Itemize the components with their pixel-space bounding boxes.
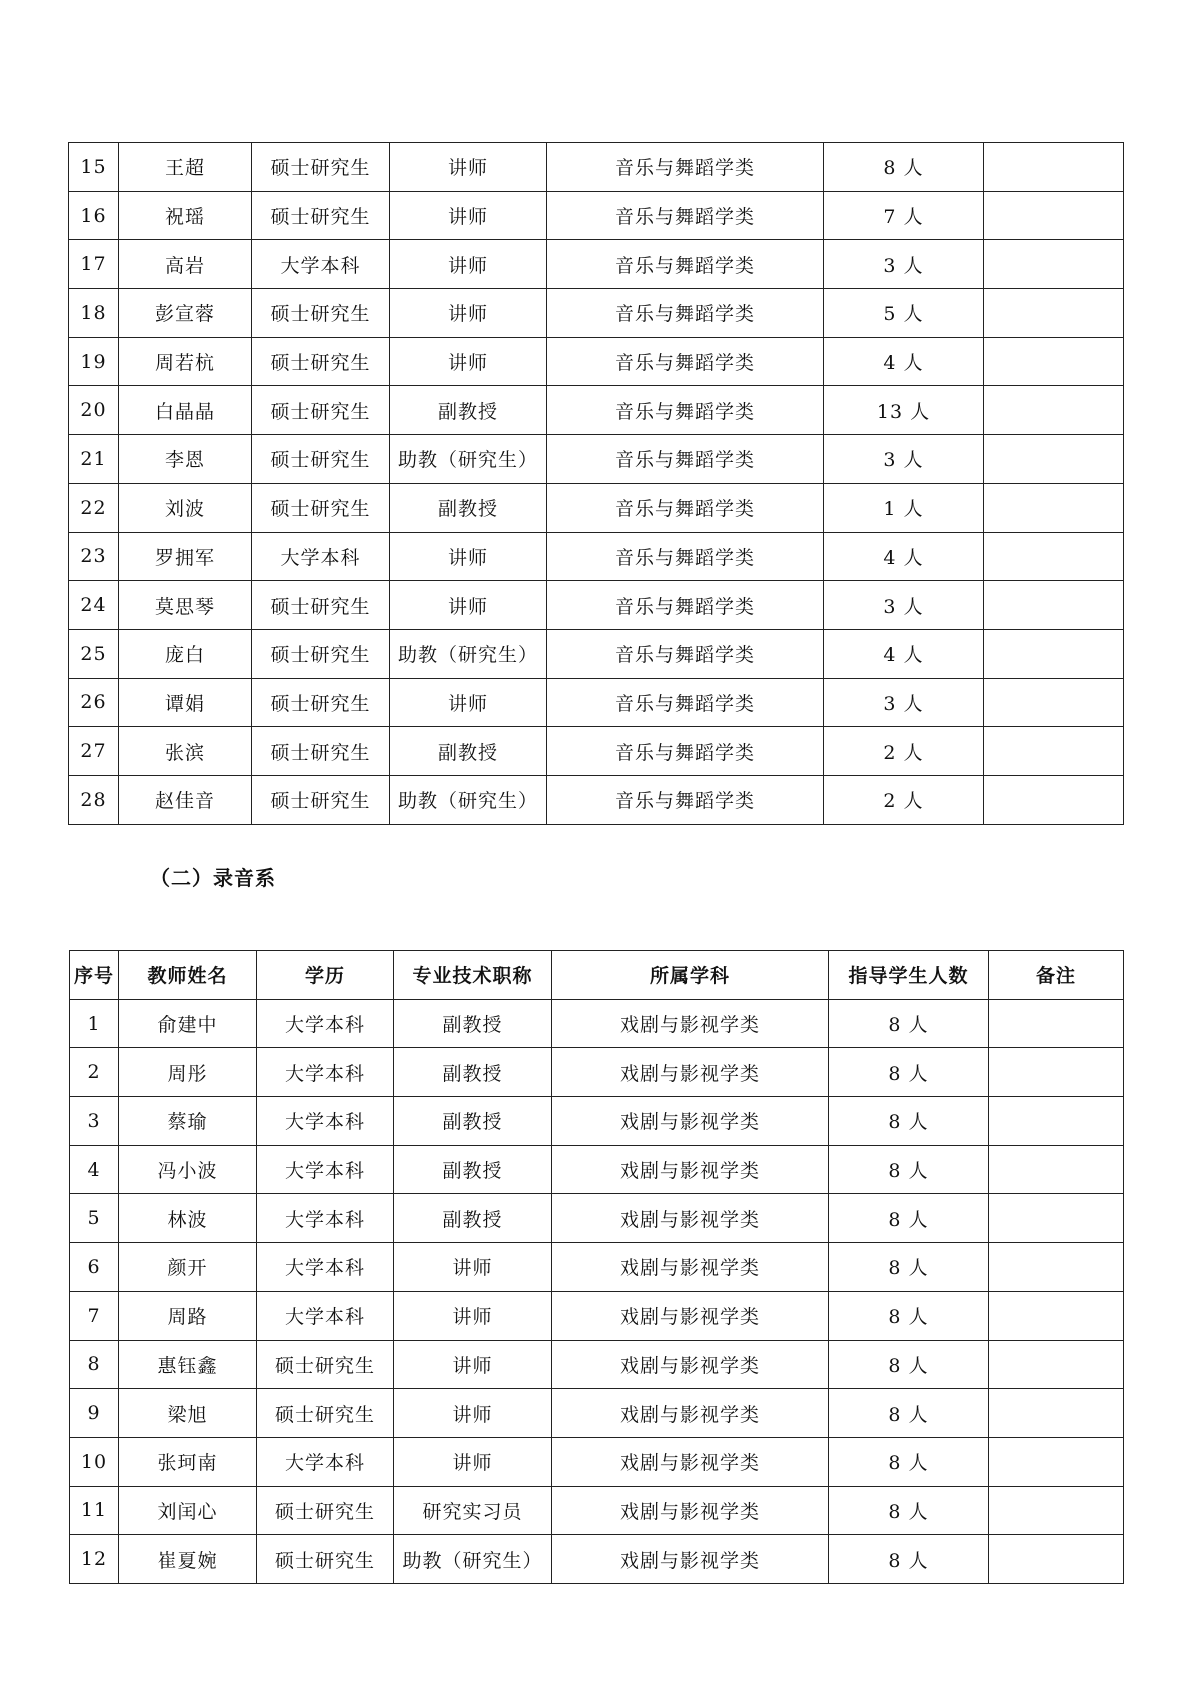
cell-title: 副教授 xyxy=(394,1097,552,1146)
table-row xyxy=(69,289,1124,338)
cell-student-count: 8 人 xyxy=(829,1097,989,1146)
cell-education: 硕士研究生 xyxy=(257,1340,394,1389)
table-row xyxy=(69,240,1124,289)
table-row xyxy=(70,1437,1124,1486)
cell-index: 2 xyxy=(70,1048,119,1097)
cell-education: 硕士研究生 xyxy=(252,581,390,630)
header-discipline: 所属学科 xyxy=(552,951,829,1000)
cell-teacher-name: 罗拥军 xyxy=(119,532,252,581)
cell-teacher-name: 王超 xyxy=(119,143,252,192)
cell-education: 硕士研究生 xyxy=(252,678,390,727)
cell-discipline: 音乐与舞蹈学类 xyxy=(547,727,824,776)
cell-discipline: 音乐与舞蹈学类 xyxy=(547,191,824,240)
cell-index: 8 xyxy=(70,1340,119,1389)
table-row xyxy=(69,775,1124,824)
cell-teacher-name: 赵佳音 xyxy=(119,775,252,824)
cell-remarks xyxy=(984,240,1124,289)
cell-title: 副教授 xyxy=(394,1145,552,1194)
cell-remarks xyxy=(989,1243,1124,1292)
cell-teacher-name: 刘波 xyxy=(119,483,252,532)
cell-education: 硕士研究生 xyxy=(252,435,390,484)
cell-teacher-name: 祝瑶 xyxy=(119,191,252,240)
cell-student-count: 3 人 xyxy=(824,240,984,289)
header-student-count: 指导学生人数 xyxy=(829,951,989,1000)
table-row xyxy=(69,143,1124,192)
cell-student-count: 8 人 xyxy=(829,1437,989,1486)
cell-remarks xyxy=(989,1340,1124,1389)
cell-title: 讲师 xyxy=(390,289,547,338)
cell-title: 讲师 xyxy=(394,1389,552,1438)
cell-remarks xyxy=(984,678,1124,727)
cell-student-count: 8 人 xyxy=(829,1340,989,1389)
cell-discipline: 音乐与舞蹈学类 xyxy=(547,289,824,338)
cell-remarks xyxy=(989,1048,1124,1097)
table-header-row xyxy=(70,951,1124,1000)
cell-discipline: 戏剧与影视学类 xyxy=(552,1486,829,1535)
cell-education: 硕士研究生 xyxy=(252,191,390,240)
cell-discipline: 戏剧与影视学类 xyxy=(552,1145,829,1194)
cell-title: 讲师 xyxy=(390,240,547,289)
cell-remarks xyxy=(984,532,1124,581)
table-body xyxy=(69,143,1124,825)
table-row xyxy=(69,581,1124,630)
cell-student-count: 8 人 xyxy=(829,1145,989,1194)
cell-teacher-name: 张滨 xyxy=(119,727,252,776)
table-row xyxy=(69,191,1124,240)
cell-discipline: 音乐与舞蹈学类 xyxy=(547,775,824,824)
cell-remarks xyxy=(989,1194,1124,1243)
header-remarks: 备注 xyxy=(989,951,1124,1000)
cell-index: 15 xyxy=(69,143,119,192)
cell-discipline: 戏剧与影视学类 xyxy=(552,999,829,1048)
cell-remarks xyxy=(989,1486,1124,1535)
cell-student-count: 1 人 xyxy=(824,483,984,532)
cell-education: 大学本科 xyxy=(257,1048,394,1097)
cell-title: 讲师 xyxy=(390,532,547,581)
teacher-table-music xyxy=(68,142,1124,825)
cell-education: 大学本科 xyxy=(252,240,390,289)
cell-index: 12 xyxy=(70,1535,119,1584)
cell-remarks xyxy=(984,143,1124,192)
cell-education: 硕士研究生 xyxy=(252,289,390,338)
cell-education: 大学本科 xyxy=(257,1194,394,1243)
cell-discipline: 戏剧与影视学类 xyxy=(552,1243,829,1292)
cell-education: 硕士研究生 xyxy=(252,386,390,435)
cell-student-count: 8 人 xyxy=(829,1486,989,1535)
cell-student-count: 8 人 xyxy=(829,1291,989,1340)
cell-title: 副教授 xyxy=(394,1194,552,1243)
cell-title: 讲师 xyxy=(394,1340,552,1389)
cell-teacher-name: 崔夏婉 xyxy=(119,1535,257,1584)
cell-teacher-name: 高岩 xyxy=(119,240,252,289)
cell-student-count: 7 人 xyxy=(824,191,984,240)
table-row xyxy=(70,1535,1124,1584)
cell-student-count: 3 人 xyxy=(824,678,984,727)
cell-teacher-name: 李恩 xyxy=(119,435,252,484)
cell-teacher-name: 莫思琴 xyxy=(119,581,252,630)
cell-remarks xyxy=(984,337,1124,386)
cell-education: 硕士研究生 xyxy=(257,1535,394,1584)
table-row xyxy=(70,1340,1124,1389)
cell-title: 研究实习员 xyxy=(394,1486,552,1535)
cell-remarks xyxy=(989,1437,1124,1486)
table-row xyxy=(69,727,1124,776)
table-row xyxy=(70,1145,1124,1194)
cell-student-count: 8 人 xyxy=(829,1243,989,1292)
cell-index: 1 xyxy=(70,999,119,1048)
cell-discipline: 音乐与舞蹈学类 xyxy=(547,337,824,386)
cell-student-count: 4 人 xyxy=(824,532,984,581)
cell-remarks xyxy=(984,581,1124,630)
cell-discipline: 戏剧与影视学类 xyxy=(552,1340,829,1389)
table-row xyxy=(69,386,1124,435)
cell-discipline: 戏剧与影视学类 xyxy=(552,1048,829,1097)
cell-education: 大学本科 xyxy=(257,999,394,1048)
cell-title: 讲师 xyxy=(394,1243,552,1292)
cell-discipline: 音乐与舞蹈学类 xyxy=(547,483,824,532)
cell-index: 23 xyxy=(69,532,119,581)
cell-discipline: 音乐与舞蹈学类 xyxy=(547,532,824,581)
cell-title: 副教授 xyxy=(394,1048,552,1097)
cell-student-count: 4 人 xyxy=(824,337,984,386)
cell-remarks xyxy=(984,435,1124,484)
table-body xyxy=(70,999,1124,1583)
cell-teacher-name: 周路 xyxy=(119,1291,257,1340)
table-row xyxy=(70,1097,1124,1146)
cell-index: 26 xyxy=(69,678,119,727)
table-row xyxy=(69,435,1124,484)
cell-discipline: 音乐与舞蹈学类 xyxy=(547,240,824,289)
cell-education: 硕士研究生 xyxy=(252,143,390,192)
cell-index: 17 xyxy=(69,240,119,289)
cell-index: 16 xyxy=(69,191,119,240)
header-education: 学历 xyxy=(257,951,394,1000)
cell-discipline: 戏剧与影视学类 xyxy=(552,1535,829,1584)
cell-education: 大学本科 xyxy=(257,1291,394,1340)
cell-discipline: 戏剧与影视学类 xyxy=(552,1097,829,1146)
cell-education: 硕士研究生 xyxy=(257,1389,394,1438)
cell-index: 20 xyxy=(69,386,119,435)
cell-title: 副教授 xyxy=(390,386,547,435)
cell-education: 大学本科 xyxy=(252,532,390,581)
cell-remarks xyxy=(989,1389,1124,1438)
cell-discipline: 音乐与舞蹈学类 xyxy=(547,386,824,435)
cell-teacher-name: 彭宣蓉 xyxy=(119,289,252,338)
cell-education: 大学本科 xyxy=(257,1243,394,1292)
table-row xyxy=(70,1243,1124,1292)
cell-index: 5 xyxy=(70,1194,119,1243)
section-heading-recording-dept: （二）录音系 xyxy=(150,866,276,890)
cell-teacher-name: 周若杭 xyxy=(119,337,252,386)
cell-education: 大学本科 xyxy=(257,1437,394,1486)
table-row xyxy=(70,1048,1124,1097)
cell-teacher-name: 林波 xyxy=(119,1194,257,1243)
cell-discipline: 戏剧与影视学类 xyxy=(552,1291,829,1340)
cell-discipline: 戏剧与影视学类 xyxy=(552,1194,829,1243)
cell-discipline: 音乐与舞蹈学类 xyxy=(547,629,824,678)
cell-student-count: 3 人 xyxy=(824,435,984,484)
table-row xyxy=(70,1486,1124,1535)
cell-index: 6 xyxy=(70,1243,119,1292)
cell-education: 硕士研究生 xyxy=(252,775,390,824)
cell-student-count: 8 人 xyxy=(829,1194,989,1243)
cell-discipline: 戏剧与影视学类 xyxy=(552,1437,829,1486)
cell-student-count: 13 人 xyxy=(824,386,984,435)
table-row xyxy=(69,678,1124,727)
table-row xyxy=(70,1194,1124,1243)
cell-teacher-name: 周彤 xyxy=(119,1048,257,1097)
cell-title: 副教授 xyxy=(394,999,552,1048)
cell-remarks xyxy=(989,1145,1124,1194)
cell-discipline: 戏剧与影视学类 xyxy=(552,1389,829,1438)
cell-index: 19 xyxy=(69,337,119,386)
cell-index: 28 xyxy=(69,775,119,824)
cell-index: 11 xyxy=(70,1486,119,1535)
cell-student-count: 3 人 xyxy=(824,581,984,630)
cell-student-count: 4 人 xyxy=(824,629,984,678)
cell-title: 助教（研究生） xyxy=(390,775,547,824)
cell-teacher-name: 张珂南 xyxy=(119,1437,257,1486)
cell-remarks xyxy=(984,629,1124,678)
header-title: 专业技术职称 xyxy=(394,951,552,1000)
cell-student-count: 8 人 xyxy=(829,999,989,1048)
cell-education: 硕士研究生 xyxy=(252,629,390,678)
cell-education: 硕士研究生 xyxy=(257,1486,394,1535)
cell-index: 25 xyxy=(69,629,119,678)
cell-student-count: 2 人 xyxy=(824,727,984,776)
cell-remarks xyxy=(989,1291,1124,1340)
table-row xyxy=(70,999,1124,1048)
cell-index: 10 xyxy=(70,1437,119,1486)
cell-index: 27 xyxy=(69,727,119,776)
cell-education: 硕士研究生 xyxy=(252,337,390,386)
cell-title: 讲师 xyxy=(390,143,547,192)
cell-student-count: 8 人 xyxy=(824,143,984,192)
cell-remarks xyxy=(984,775,1124,824)
cell-index: 4 xyxy=(70,1145,119,1194)
cell-teacher-name: 颜开 xyxy=(119,1243,257,1292)
cell-student-count: 8 人 xyxy=(829,1389,989,1438)
cell-index: 22 xyxy=(69,483,119,532)
table-row xyxy=(69,629,1124,678)
cell-teacher-name: 惠钰鑫 xyxy=(119,1340,257,1389)
cell-teacher-name: 白晶晶 xyxy=(119,386,252,435)
cell-index: 7 xyxy=(70,1291,119,1340)
table-row xyxy=(70,1291,1124,1340)
cell-title: 讲师 xyxy=(390,678,547,727)
cell-teacher-name: 庞白 xyxy=(119,629,252,678)
cell-title: 助教（研究生） xyxy=(390,435,547,484)
cell-index: 9 xyxy=(70,1389,119,1438)
cell-education: 硕士研究生 xyxy=(252,727,390,776)
cell-title: 副教授 xyxy=(390,483,547,532)
cell-student-count: 5 人 xyxy=(824,289,984,338)
cell-education: 硕士研究生 xyxy=(252,483,390,532)
cell-remarks xyxy=(984,483,1124,532)
table-row xyxy=(69,483,1124,532)
cell-remarks xyxy=(989,1097,1124,1146)
cell-education: 大学本科 xyxy=(257,1097,394,1146)
cell-index: 18 xyxy=(69,289,119,338)
cell-title: 讲师 xyxy=(390,581,547,630)
cell-index: 24 xyxy=(69,581,119,630)
cell-index: 21 xyxy=(69,435,119,484)
table-row xyxy=(69,532,1124,581)
table-row xyxy=(70,1389,1124,1438)
teacher-table-recording xyxy=(69,950,1124,1584)
cell-discipline: 音乐与舞蹈学类 xyxy=(547,435,824,484)
cell-remarks xyxy=(984,727,1124,776)
cell-remarks xyxy=(984,191,1124,240)
cell-student-count: 8 人 xyxy=(829,1535,989,1584)
cell-teacher-name: 蔡瑜 xyxy=(119,1097,257,1146)
cell-student-count: 2 人 xyxy=(824,775,984,824)
cell-teacher-name: 梁旭 xyxy=(119,1389,257,1438)
cell-remarks xyxy=(984,289,1124,338)
cell-title: 讲师 xyxy=(394,1291,552,1340)
cell-title: 助教（研究生） xyxy=(390,629,547,678)
cell-teacher-name: 谭娟 xyxy=(119,678,252,727)
cell-student-count: 8 人 xyxy=(829,1048,989,1097)
table-row xyxy=(69,337,1124,386)
cell-remarks xyxy=(989,1535,1124,1584)
cell-title: 讲师 xyxy=(394,1437,552,1486)
cell-title: 助教（研究生） xyxy=(394,1535,552,1584)
cell-remarks xyxy=(984,386,1124,435)
cell-teacher-name: 冯小波 xyxy=(119,1145,257,1194)
cell-teacher-name: 俞建中 xyxy=(119,999,257,1048)
cell-discipline: 音乐与舞蹈学类 xyxy=(547,143,824,192)
header-teacher-name: 教师姓名 xyxy=(119,951,257,1000)
cell-remarks xyxy=(989,999,1124,1048)
cell-title: 副教授 xyxy=(390,727,547,776)
header-index: 序号 xyxy=(70,951,119,1000)
cell-teacher-name: 刘闰心 xyxy=(119,1486,257,1535)
cell-title: 讲师 xyxy=(390,191,547,240)
cell-education: 大学本科 xyxy=(257,1145,394,1194)
cell-title: 讲师 xyxy=(390,337,547,386)
cell-discipline: 音乐与舞蹈学类 xyxy=(547,581,824,630)
cell-discipline: 音乐与舞蹈学类 xyxy=(547,678,824,727)
cell-index: 3 xyxy=(70,1097,119,1146)
